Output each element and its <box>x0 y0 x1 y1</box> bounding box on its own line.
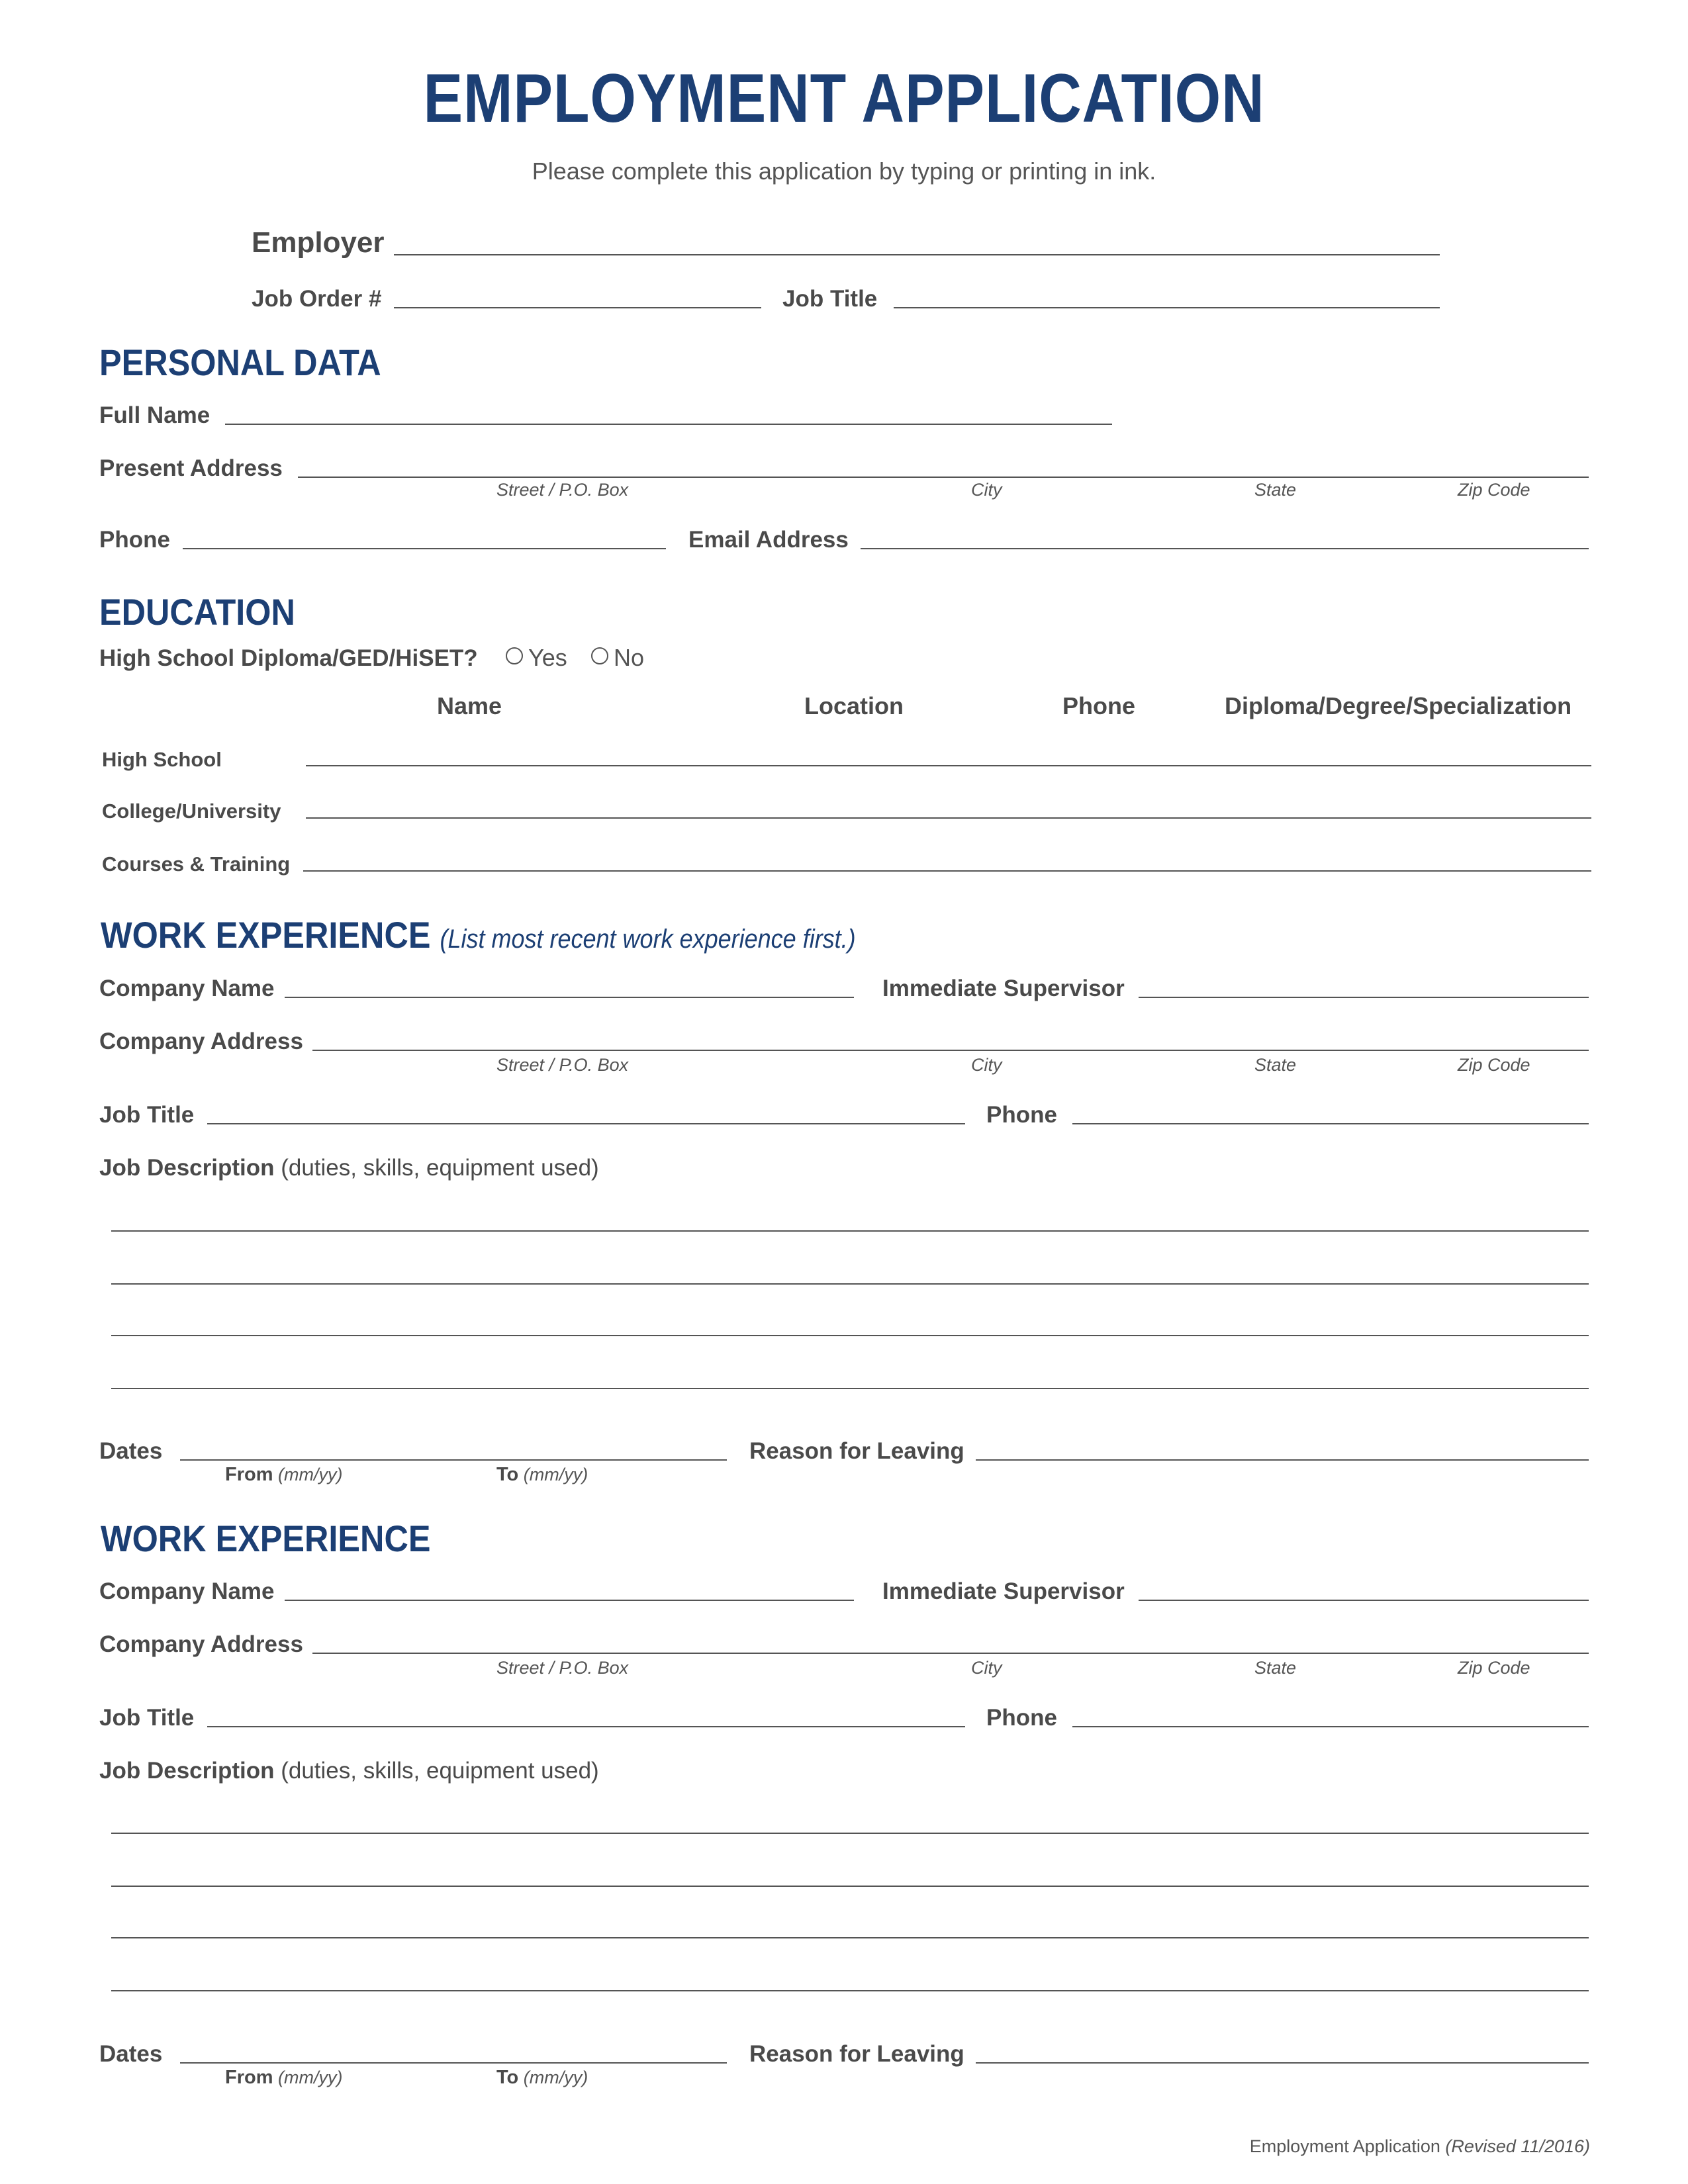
job-order-label: Job Order # <box>252 286 382 312</box>
w1-description-line-1[interactable] <box>111 1230 1589 1232</box>
w1-from-label: From <box>225 1464 273 1485</box>
w2-company-name-field[interactable] <box>285 1600 854 1601</box>
footer-text: Employment Application <box>1249 2136 1440 2156</box>
employer-field[interactable] <box>394 254 1440 255</box>
courses-field[interactable] <box>303 870 1591 872</box>
w1-street-hint: Street / P.O. Box <box>496 1055 629 1075</box>
w2-street-hint: Street / P.O. Box <box>496 1658 629 1678</box>
w2-reason-field[interactable] <box>976 2062 1589 2064</box>
w2-job-description-label <box>99 1758 599 1784</box>
diploma-yes-option[interactable] <box>506 644 567 672</box>
w1-to-hint <box>496 1464 588 1486</box>
w1-company-name-label: Company Name <box>99 976 275 1001</box>
w2-supervisor-label: Immediate Supervisor <box>882 1578 1125 1604</box>
w1-phone-field[interactable] <box>1072 1123 1589 1124</box>
full-name-field[interactable] <box>225 424 1112 425</box>
w2-from-label: From <box>225 2067 273 2088</box>
state-hint: State <box>1254 480 1297 500</box>
w2-to-format: (mm/yy) <box>523 2068 588 2087</box>
w1-city-hint: City <box>971 1055 1002 1075</box>
row-high-school: High School <box>102 748 222 771</box>
full-name-label: Full Name <box>99 402 211 428</box>
col-phone: Phone <box>1062 692 1136 719</box>
page-subtitle: Please complete this application by typing or printing in ink. <box>532 158 1156 185</box>
w2-job-title-label: Job Title <box>99 1705 195 1731</box>
w1-company-address-field[interactable] <box>312 1050 1589 1051</box>
w2-supervisor-field[interactable] <box>1139 1600 1589 1601</box>
w2-from-hint <box>225 2067 342 2089</box>
job-title-label: Job Title <box>782 286 878 312</box>
row-college: College/University <box>102 799 281 823</box>
street-hint: Street / P.O. Box <box>496 480 629 500</box>
w1-job-description-label <box>99 1155 599 1181</box>
employer-label: Employer <box>252 226 385 259</box>
w2-phone-field[interactable] <box>1072 1726 1589 1727</box>
yes-radio[interactable] <box>506 647 523 664</box>
job-order-field[interactable] <box>394 307 761 308</box>
diploma-no-option[interactable] <box>591 644 644 672</box>
personal-data-heading: PERSONAL DATA <box>99 341 381 383</box>
w1-description-line-3[interactable] <box>111 1335 1589 1336</box>
w1-supervisor-label: Immediate Supervisor <box>882 976 1125 1001</box>
w1-supervisor-field[interactable] <box>1139 997 1589 998</box>
w2-to-hint <box>496 2067 588 2089</box>
phone-label: Phone <box>99 527 170 553</box>
w1-job-title-label: Job Title <box>99 1102 195 1128</box>
phone-field[interactable] <box>183 548 666 549</box>
college-field[interactable] <box>306 817 1591 819</box>
w2-company-address-field[interactable] <box>312 1653 1589 1654</box>
w2-job-description-text: Job Description <box>99 1758 275 1784</box>
w1-from-hint <box>225 1464 342 1486</box>
w2-reason-label: Reason for Leaving <box>749 2041 964 2067</box>
w2-to-label: To <box>496 2067 519 2088</box>
work-experience-1-heading <box>101 913 856 956</box>
w2-city-hint: City <box>971 1658 1002 1678</box>
city-hint: City <box>971 480 1002 500</box>
present-address-field[interactable] <box>298 477 1589 478</box>
email-label: Email Address <box>688 527 849 553</box>
w1-dates-field[interactable] <box>180 1459 727 1461</box>
w1-from-format: (mm/yy) <box>278 1465 343 1484</box>
w1-phone-label: Phone <box>986 1102 1057 1128</box>
w2-phone-label: Phone <box>986 1705 1057 1731</box>
email-field[interactable] <box>861 548 1589 549</box>
high-school-field[interactable] <box>306 765 1591 766</box>
w2-state-hint: State <box>1254 1658 1297 1678</box>
w2-description-line-2[interactable] <box>111 1886 1589 1887</box>
w1-state-hint: State <box>1254 1055 1297 1075</box>
w1-dates-label: Dates <box>99 1438 163 1464</box>
w2-dates-label: Dates <box>99 2041 163 2067</box>
w2-description-line-4[interactable] <box>111 1990 1589 1991</box>
w2-zip-hint: Zip Code <box>1458 1658 1530 1678</box>
page-footer <box>1250 2136 1590 2157</box>
w2-from-format: (mm/yy) <box>278 2068 343 2087</box>
w2-job-description-note: (duties, skills, equipment used) <box>281 1758 599 1784</box>
no-label: No <box>614 644 645 671</box>
w1-to-format: (mm/yy) <box>523 1465 588 1484</box>
col-location: Location <box>804 692 904 719</box>
w1-job-description-text: Job Description <box>99 1155 275 1181</box>
col-diploma: Diploma/Degree/Specialization <box>1225 692 1572 719</box>
w1-company-name-field[interactable] <box>285 997 854 998</box>
footer-revised: (Revised 11/2016) <box>1445 2136 1590 2156</box>
w1-reason-label: Reason for Leaving <box>749 1438 964 1464</box>
page-title: EMPLOYMENT APPLICATION <box>423 60 1265 137</box>
w2-description-line-1[interactable] <box>111 1833 1589 1834</box>
work-1-heading-text: WORK EXPERIENCE <box>101 914 431 956</box>
w1-description-line-2[interactable] <box>111 1283 1589 1285</box>
w1-job-title-field[interactable] <box>207 1123 965 1124</box>
diploma-question: High School Diploma/GED/HiSET? <box>99 645 478 671</box>
w1-job-description-note: (duties, skills, equipment used) <box>281 1155 599 1181</box>
w2-company-name-label: Company Name <box>99 1578 275 1604</box>
work-experience-2-heading: WORK EXPERIENCE <box>101 1518 431 1559</box>
w1-zip-hint: Zip Code <box>1458 1055 1530 1075</box>
job-title-field[interactable] <box>894 307 1440 308</box>
w1-reason-field[interactable] <box>976 1459 1589 1461</box>
w1-company-address-label: Company Address <box>99 1028 303 1054</box>
present-address-label: Present Address <box>99 455 283 481</box>
work-1-note: (List most recent work experience first.) <box>440 925 856 954</box>
w2-description-line-3[interactable] <box>111 1937 1589 1938</box>
col-name: Name <box>437 692 502 719</box>
row-courses: Courses & Training <box>102 852 291 876</box>
yes-label: Yes <box>528 644 567 671</box>
zip-hint: Zip Code <box>1458 480 1530 500</box>
w2-dates-field[interactable] <box>180 2062 727 2064</box>
w2-job-title-field[interactable] <box>207 1726 965 1727</box>
w1-description-line-4[interactable] <box>111 1388 1589 1389</box>
education-heading: EDUCATION <box>99 591 295 633</box>
w2-company-address-label: Company Address <box>99 1631 303 1657</box>
no-radio[interactable] <box>591 647 608 664</box>
w1-to-label: To <box>496 1464 519 1485</box>
